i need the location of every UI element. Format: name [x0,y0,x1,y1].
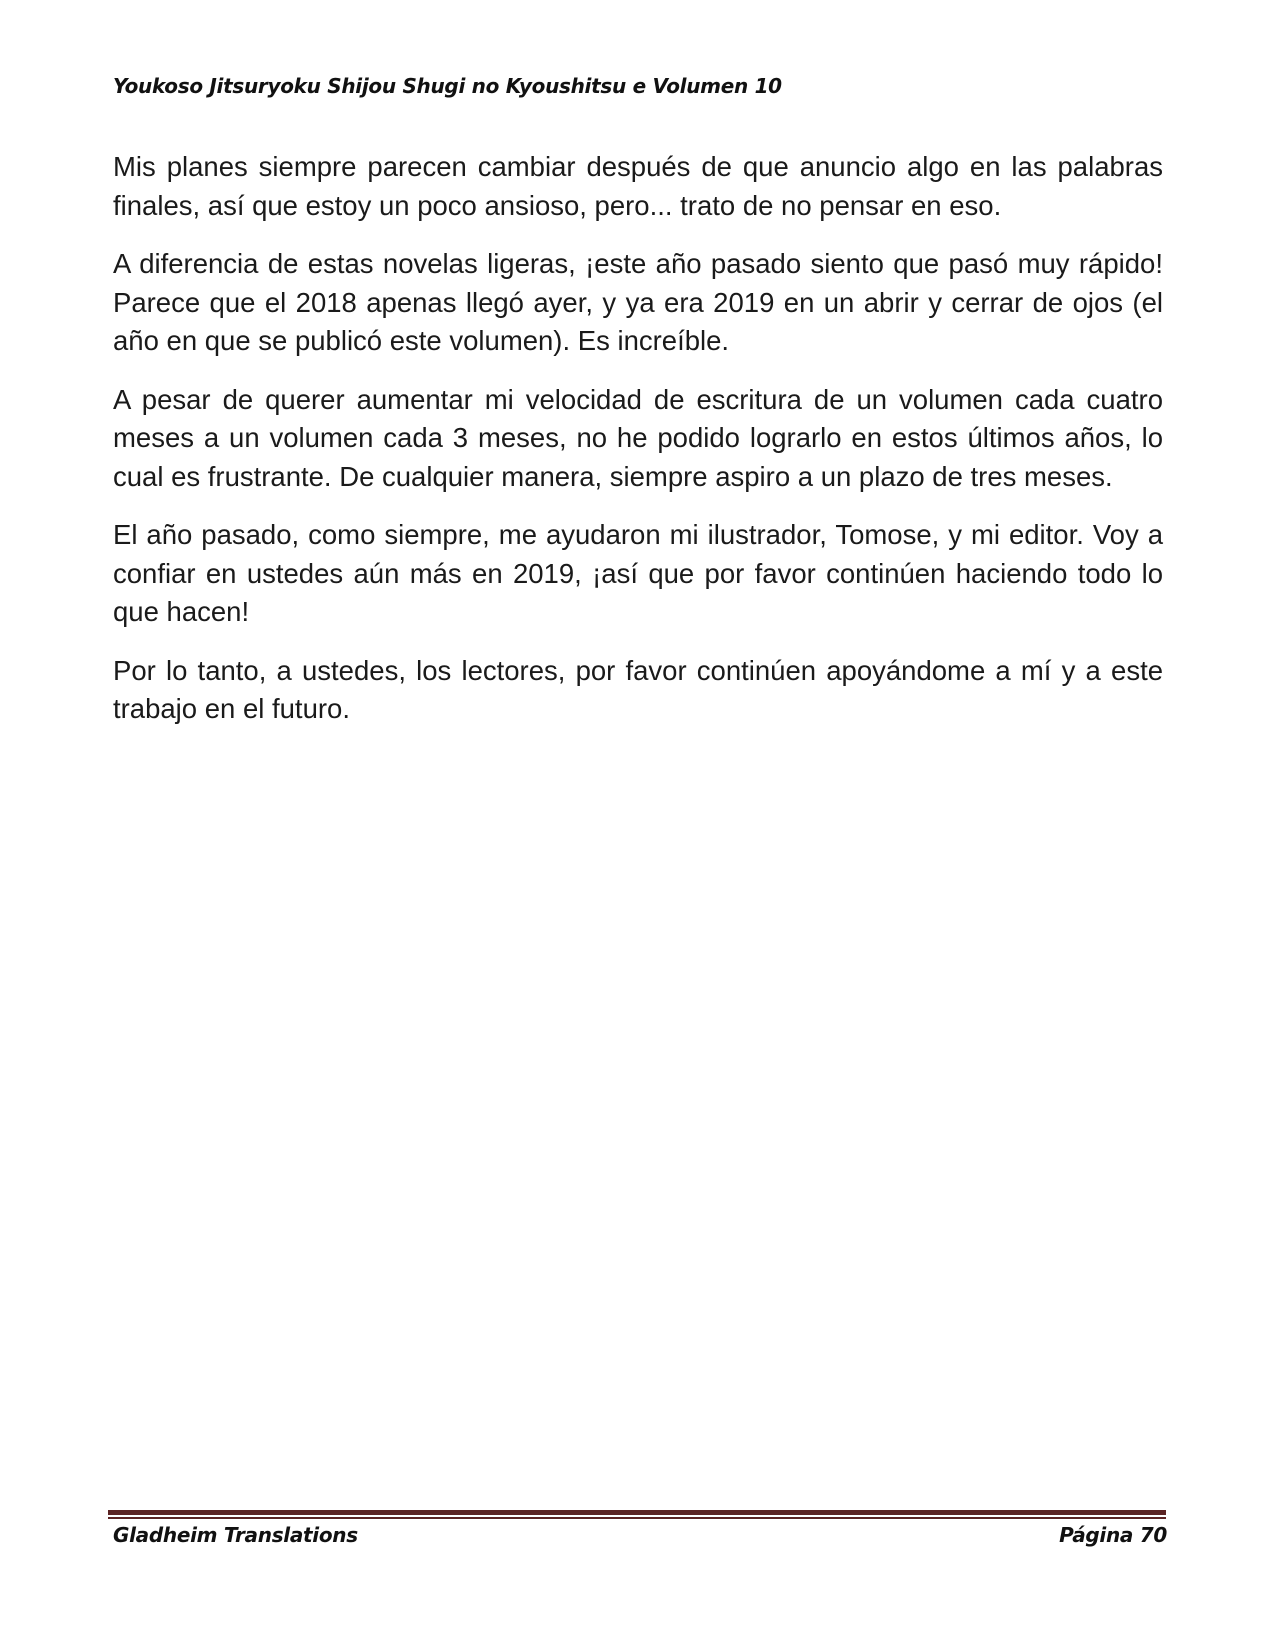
footer-divider-thin-line [108,1517,1166,1519]
footer-page-number: Página 70 [1059,1523,1167,1547]
body-text [113,148,1163,749]
footer-publisher: Gladheim Translations [113,1523,358,1547]
running-header-title: Youkoso Jitsuryoku Shijou Shugi no Kyoushitsu e Volumen 10 [113,74,782,98]
paragraph: El año pasado, como siempre, me ayudaron mi ilustrador, Tomose, y mi editor. Voy a confiar en ustedes aún más en 2019, ¡así que por favor continúen haciendo todo lo que hacen! [113,519,1163,627]
footer-divider [108,1510,1166,1519]
paragraph: Por lo tanto, a ustedes, los lectores, por favor continúen apoyándome a mí y a este trabajo en el futuro. [113,654,1163,724]
paragraph: A diferencia de estas novelas ligeras, ¡este año pasado siento que pasó muy rápido! Parece que el 2018 apenas llegó ayer, y ya era 2019 en un abrir y cerrar de ojos (el año en que se publicó este volumen). Es increíble. [113,248,1163,356]
paragraph: A pesar de querer aumentar mi velocidad de escritura de un volumen cada cuatro meses a un volumen cada 3 meses, no he podido lograrlo en estos últimos años, lo cual es frustrante. De cualquier manera, siempre aspiro a un plazo de tres meses. [113,383,1163,492]
paragraph: Mis planes siempre parecen cambiar después de que anuncio algo en las palabras finales, así que estoy un poco ansioso, pero... trato de no pensar en eso. [113,151,1163,221]
